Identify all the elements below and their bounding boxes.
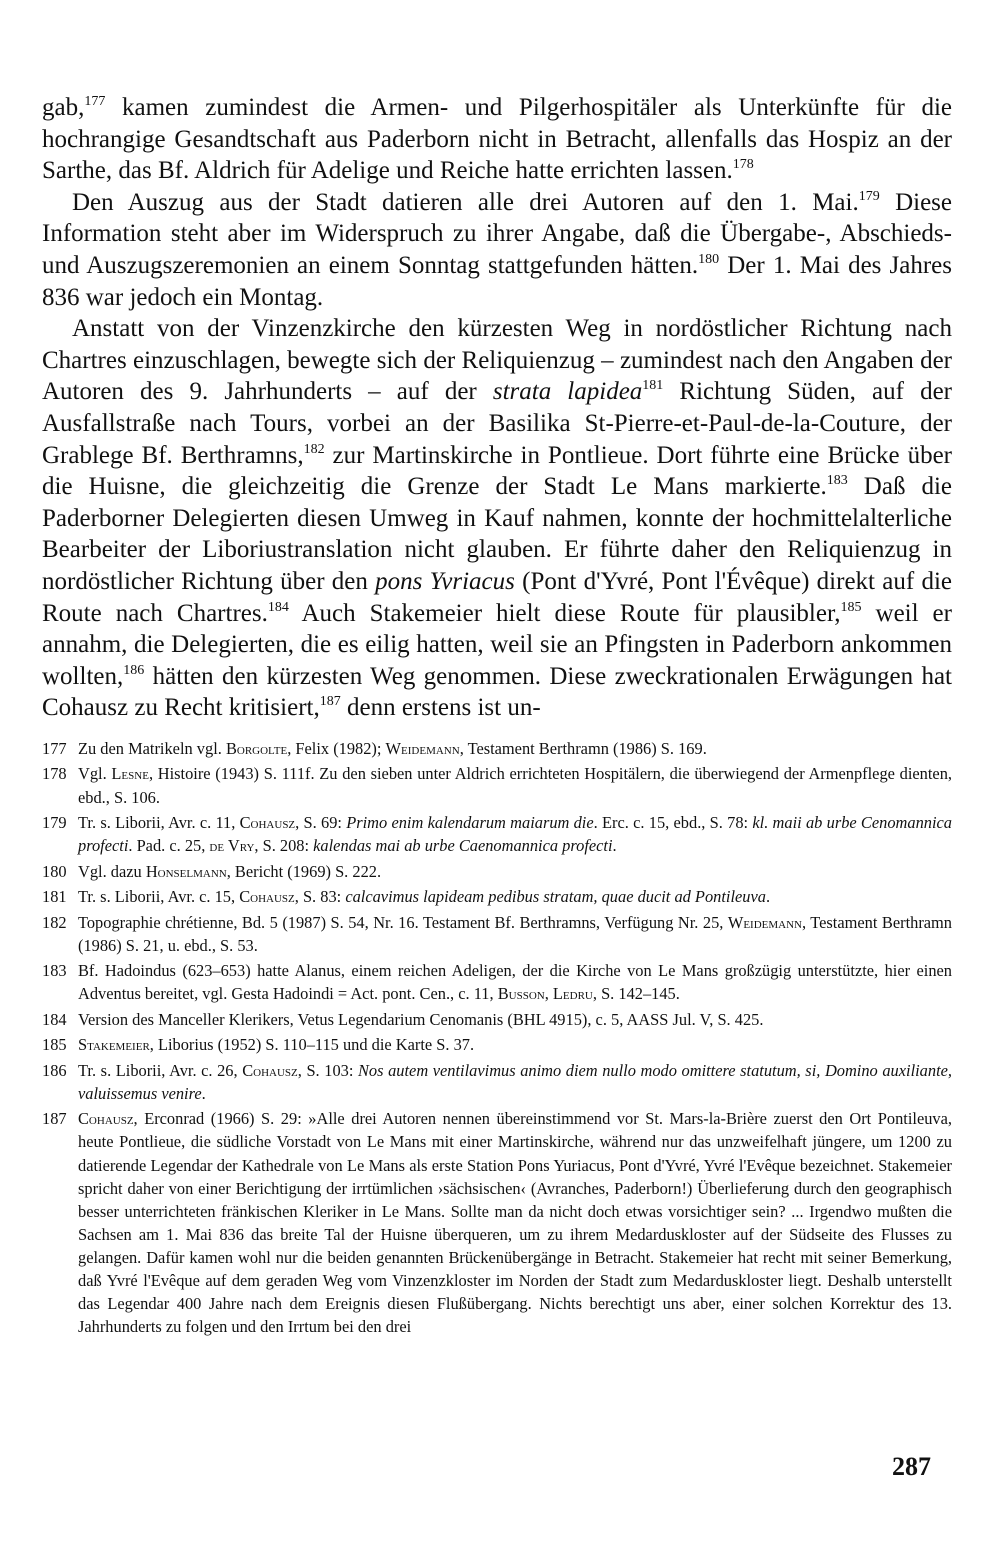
footnotes: [42, 737, 952, 1341]
footnote-number: 183: [42, 961, 67, 981]
text-run: Zu den Matrikeln vgl.: [78, 739, 226, 758]
footnote-number: 179: [42, 813, 67, 833]
footnote-ref-187: 187: [319, 694, 341, 710]
author-name: Weidemann: [385, 739, 460, 758]
text-run: Topographie chrétienne, Bd. 5 (1987) S. 54, Nr. 16. Testament Bf. Berthramns, Verfügung Nr. 25,: [78, 912, 728, 932]
text-run: , S. 69:: [295, 813, 347, 833]
author-name: Cohausz: [78, 1109, 134, 1129]
text-run: . Pad. c. 25,: [128, 836, 210, 856]
footnote-ref-177: 177: [84, 94, 106, 109]
text-run: weil er annahm, die Delegierten, die es eilig hatten, weil sie an Pfingsten in Paderborn ankommen wollten,: [42, 599, 952, 690]
text-run: kamen zumindest die Armen- und Pilgerhospitäler als Unterkünfte für die hochrangige Gesandtschaft aus Paderborn nicht in Betracht, allenfalls das Hospiz an der Sarthe, das Bf. Aldrich für Adelige und Reiche hatte errichten lassen.: [42, 94, 952, 185]
footnote-ref-178: 178: [732, 157, 754, 173]
text-run: (Pont d'Yvré, Pont l'Évêque) direkt auf die Route nach Chartres.: [42, 567, 952, 627]
author-name: Lesne: [111, 764, 149, 784]
author-name: Ledru: [552, 984, 593, 1004]
footnote-ref-179: 179: [858, 188, 880, 204]
latin-quote: kalendas mai ab urbe Caenomannica profecti: [313, 836, 613, 856]
main-text: [42, 92, 952, 724]
text-run: Den Auszug aus der Stadt datieren alle drei Autoren auf den 1. Mai.: [72, 188, 859, 216]
latin-quote: kl. maii ab urbe Cenomannica profecti: [78, 813, 952, 856]
footnote-ref-182: 182: [303, 441, 325, 457]
latin-quote: Primo enim kalendarum maiarum die: [346, 813, 594, 833]
italic-term: strata lapidea: [492, 378, 643, 406]
text-run: .: [201, 1083, 206, 1103]
paragraph-3: [42, 313, 952, 724]
text-run: gab,: [42, 94, 85, 121]
footnote-number: 180: [42, 861, 67, 881]
text-run: . Erc. c. 15, ebd., S. 78:: [593, 813, 753, 833]
text-run: , Testament Berthramn (1986) S. 21, u. ebd., S. 53.: [78, 912, 952, 955]
text-run: Vgl. dazu: [78, 861, 146, 881]
footnote-ref-186: 186: [123, 662, 145, 678]
author-name: Borgolte: [225, 739, 288, 758]
footnote-number: 182: [42, 912, 67, 932]
footnote-number: 184: [42, 1009, 67, 1029]
footnote-ref-180: 180: [698, 251, 720, 267]
author-name: Stakemeier: [78, 1035, 150, 1055]
author-name: Weidemann: [727, 912, 802, 932]
author-name: Honselmann: [145, 861, 227, 881]
text-run: .: [612, 836, 617, 856]
paragraph-1: [42, 92, 952, 187]
text-run: , S. 103:: [297, 1060, 358, 1080]
text-run: , Histoire (1943) S. 111f. Zu den sieben unter Aldrich errichteten Hospitälern, die überwiegend der Armenpflege dienten, ebd., S. 106.: [78, 764, 952, 807]
footnote-184: [42, 1008, 952, 1031]
text-run: Version des Manceller Klerikers, Vetus Legendarium Cenomanis (BHL 4915), c. 5, AASS Jul. V, S. 425.: [78, 1009, 764, 1029]
text-run: .: [765, 887, 771, 907]
text-run: Tr. s. Liborii, Avr. c. 11,: [78, 813, 240, 833]
footnote-number: 178: [42, 764, 67, 784]
author-name: Cohausz: [242, 1060, 298, 1080]
text-run: ,: [544, 984, 553, 1004]
footnote-number: 186: [42, 1060, 67, 1080]
footnote-181: [42, 885, 952, 908]
footnote-179: [42, 811, 952, 857]
text-run: , Testament Berthramn (1986) S. 169.: [459, 739, 707, 758]
text-run: denn erstens ist un-: [340, 694, 541, 722]
footnote-number: 185: [42, 1035, 67, 1055]
footnote-183: [42, 959, 952, 1005]
text-run: Tr. s. Liborii, Avr. c. 15,: [78, 887, 240, 907]
text-run: zur Martinskirche in Pontlieue. Dort führte eine Brücke über die Huisne, die gleichzeitig die Grenze der Stadt Le Mans markierte.: [42, 441, 952, 501]
footnote-180: [42, 860, 952, 883]
footnote-187: [42, 1107, 952, 1338]
text-run: , S. 208:: [254, 836, 314, 856]
latin-quote: Nos autem ventilavimus animo diem nullo modo omittere statutum, si, Domino auxiliante, valuissemus venire: [78, 1060, 952, 1103]
text-run: , Liborius (1952) S. 110–115 und die Karte S. 37.: [149, 1035, 475, 1055]
footnote-185: [42, 1033, 952, 1056]
footnote-186: [42, 1059, 952, 1105]
paragraph-2: [42, 187, 952, 313]
text-run: Diese Information steht aber im Widerspruch zu ihrer Angabe, daß die Übergabe-, Abschieds- und Auszugszeremonien an einem Sonntag stattgefunden hätten.: [42, 188, 953, 279]
text-run: Daß die Paderborner Delegierten diesen Umweg in Kauf nahmen, konnte der hochmittelalterliche Bearbeiter der Liboriustranslation nicht glauben. Er führte daher den Reliquienzug in nordöstlicher Richtung über den: [42, 473, 952, 595]
text-run: Richtung Süden, auf der Ausfallstraße nach Tours, vorbei an der Basilika St-Pierre-et-Paul-de-la-Couture, der Grablege Bf. Berthramns,: [42, 378, 952, 469]
page-number: 287: [892, 1452, 931, 1481]
footnote-number: 181: [42, 887, 67, 907]
footnote-182: [42, 911, 952, 957]
author-name: Busson: [497, 984, 545, 1004]
author-name: de Vry: [209, 836, 255, 856]
footnote-ref-185: 185: [840, 599, 862, 615]
footnote-number: 187: [42, 1109, 67, 1129]
footnote-178: [42, 762, 952, 808]
footnote-ref-181: 181: [642, 378, 664, 394]
footnote-177: [42, 737, 952, 760]
text-run: , S. 83:: [294, 887, 346, 907]
footnote-ref-183: 183: [826, 473, 848, 489]
author-name: Cohausz: [239, 887, 295, 907]
text-run: , Erconrad (1966) S. 29: »Alle drei Autoren nennen übereinstimmend vor St. Mars-la-Brière zuerst den Ort Pontileuva, heute Pontlieue, die südliche Vorstadt von Le Mans mit einer Martinskirche, während nur das unzweifelhaft jüngere, um 1200 zu datierende Legendar der Kathedrale von Le Mans als erste Station Pons Yuriacus, Pont d'Yvré, Yvré l'Evêque bezeichnet. Stakemeier spricht daher von einer Berichtigung der irrtümlichen ›sächsischen‹ (Avranches, Paderborn!) Überlieferung durch den geographisch besser unterrichteten fränkischen Kleriker in Le Mans. Sollte man da nicht doch etwas vorsichtiger sein? ... Irgendwo mußten die Sachsen am 1. Mai 836 das breite Tal der Huisne überqueren, um zu ihrem Medarduskloster auf der Südseite des Flusses zu gelangen. Dafür kamen wohl nur die beiden genannten Brückenübergänge in Betracht. Stakemeier hat recht mit seiner Bemerkung, daß Yvré l'Evêque auf dem geraden Weg vom Vinzenzkloster im Norden der Stadt zum Medarduskloster liegt. Deshalb unterstellt das Legendar 400 Jahre nach dem Ereignis diesen Flußübergang. Nichts berechtigt uns aber, einer solchen Korrektur des 13. Jahrhunderts zu folgen und den Irrtum bei den drei: [78, 1109, 952, 1337]
text-run: Tr. s. Liborii, Avr. c. 26,: [78, 1060, 243, 1080]
text-run: Auch Stakemeier hielt diese Route für plausibler,: [288, 599, 841, 627]
italic-term: pons Yvriacus: [375, 567, 515, 595]
text-run: Anstatt von der Vinzenzkirche den kürzesten Weg in nordöstlicher Richtung nach Chartres einzuschlagen, bewegte sich der Reliquienzug – zumindest nach den Angaben der Autoren des 9. Jahrhunderts – auf der: [42, 315, 952, 406]
text-run: , Felix (1982);: [287, 739, 386, 758]
text-run: Vgl.: [78, 764, 112, 784]
text-run: hätten den kürzesten Weg genommen. Diese zweckrationalen Erwägungen hat Cohausz zu Recht kritisiert,: [42, 662, 952, 722]
text-run: Bf. Hadoindus (623–653) hatte Alanus, einem reichen Adeligen, der die Kirche von Le Mans großzügig unterstützte, hier einen Adventus bereitet, vgl. Gesta Hadoindi = Act. pont. Cen., c. 11,: [78, 961, 952, 1004]
footnote-number: 177: [42, 739, 67, 758]
author-name: Cohausz: [239, 813, 296, 833]
text-run: , S. 142–145.: [592, 984, 680, 1004]
footnote-ref-184: 184: [267, 599, 289, 615]
latin-quote: calcavimus lapideam pedibus stratam, quae ducit ad Pontileuva: [345, 887, 766, 907]
text-run: , Bericht (1969) S. 222.: [226, 861, 382, 881]
text-run: Der 1. Mai des Jahres 836 war jedoch ein Montag.: [42, 251, 952, 311]
